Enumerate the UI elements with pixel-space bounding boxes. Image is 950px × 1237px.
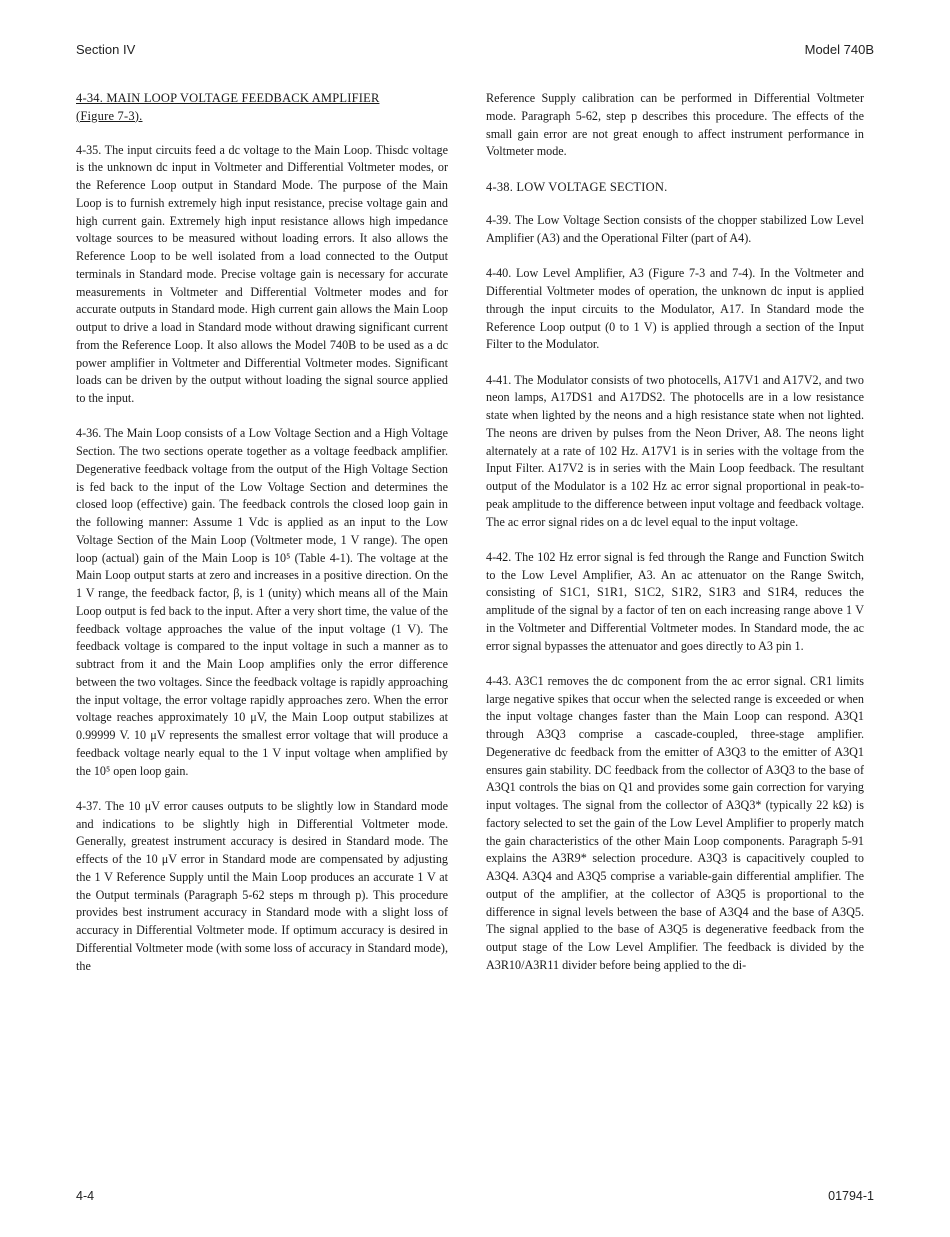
paragraph-4-37: 4-37. The 10 μV error causes outputs to be slightly low in Standard mode and indications to be slightly high in Differential Voltmeter mode. Generally, greatest instrument accuracy is desired in Standard mode. The effects of the 10 μV error in Standard mode are compensated by adjusting the 1 V Reference Supply until the Main Loop produces an accurate 1 V at the Output terminals (Paragraph 5-62 steps m through p). This procedure provides best instrument accuracy in Standard mode with a slight loss of accuracy in Differential Voltmeter mode. If optimum accuracy is desired in Differential Voltmeter mode (with some loss of accuracy in Standard mode), the (76, 798, 448, 973)
right-column (486, 90, 864, 1170)
document-number: 01794-1 (828, 1189, 874, 1203)
paragraph-4-35: 4-35. The input circuits feed a dc voltage to the Main Loop. Thisdc voltage is the unknown dc input in Voltmeter and Differential Voltmeter modes, or the Reference Loop output in Standard Mode. The purpose of the Main Loop is to furnish extremely high input resistance, precise voltage gain and high current gain. Extremely high input resistance allows high impedance voltage sources to be measured without loading errors. It also allows the Reference Loop to be well isolated from a load connected to the Output terminals in Standard mode. Precise voltage gain is necessary for accurate measurements in Voltmeter and Differential Voltmeter modes and for accurate outputs in Standard mode. High current gain allows the Main Loop output to drive a load in Standard mode without drawing significant current from the Reference Loop. It also allows the Model 740B to be used as a dc power amplifier in Voltmeter and Differential Voltmeter modes. Significant loads can be driven by the output without loading the signal source applied to the input. (76, 142, 448, 405)
paragraph-4-42: 4-42. The 102 Hz error signal is fed through the Range and Function Switch to the Low Level Amplifier, A3. An ac attenuator on the Range Switch, consisting of S1C1, S1R1, S1C2, S1R2, S1R3 and S1R4, reduces the amplitude of the signal by a factor of ten on each increasing range above 1 V in the Voltmeter and Differential Voltmeter modes. In Standard mode, the ac error signal bypasses the attenuator and goes directly to A3 pin 1. (486, 549, 864, 653)
page-number: 4-4 (76, 1189, 95, 1203)
paragraph-4-41: 4-41. The Modulator consists of two photocells, A17V1 and A17V2, and two neon lamps, A17DS1 and A17DS2. The photocells are in a low resistance state when lighted by the neons and a high resistance state when not lighted. The neons are driven by pulses from the Neon Driver, A8. The neons light alternately at a rate of 102 Hz. A17V1 is in series with the voltage from the Input Filter. A17V2 is in series with the Main Loop feedback. The resultant output of the Modulator is a 102 Hz ac error signal proportional in peak-to-peak amplitude to the difference between input voltage and feedback voltage. The ac error signal rides on a dc level equal to the input voltage. (486, 372, 864, 529)
section-label: Section IV (76, 42, 136, 57)
heading-4-38: 4-38. LOW VOLTAGE SECTION. (486, 179, 668, 194)
model-label: Model 740B (804, 42, 874, 57)
heading-4-34-figure: (Figure 7-3). (76, 108, 143, 123)
paragraph-4-36: 4-36. The Main Loop consists of a Low Voltage Section and a High Voltage Section. The two sections operate together as a voltage feedback amplifier. Degenerative feedback voltage from the output of the High Voltage Section is fed back to the input of the Low Voltage Section and determines the closed loop (effective) gain. The feedback controls the closed loop gain in the following manner: Assume 1 Vdc is applied as an input to the Low Voltage Section of the Main Loop (Voltmeter mode, 1 V range). The open loop (actual) gain of the Main Loop is 10⁵ (Table 4-1). The voltage at the Main Loop output starts at zero and increases in a positive direction. On the 1 V range, the feedback factor, β, is 1 (unity) which means all of the Main Loop output is fed back to the input. After a very short time, the value of the feedback voltage approaches the value of the input voltage (1 V). The feedback voltage is compared to the input voltage in such a manner as to subtract from it and the Main Loop amplifies only the error difference between the two voltages. Since the feedback voltage is rapidly approaching the input voltage, the error voltage rapidly approaches zero. When the error voltage reaches approximately 10 μV, the Main Loop output stabilizes at 0.99999 V. 10 μV represents the smallest error voltage that will produce a feedback voltage nearly equal to the 1 V input voltage when amplified by the 10⁵ open loop gain. (76, 426, 448, 778)
left-column (76, 90, 448, 1170)
running-footer (76, 1189, 874, 1203)
paragraph-4-37-continued: Reference Supply calibration can be performed in Differential Voltmeter mode. Paragraph 5-62, step p describes this procedure. The effects of the small gain error are not great enough to affect instrument performance in Voltmeter mode. (486, 91, 864, 159)
heading-4-34-title: 4-34. MAIN LOOP VOLTAGE FEEDBACK AMPLIFIER (76, 91, 380, 105)
heading-4-34 (76, 90, 448, 126)
running-header (76, 42, 874, 57)
paragraph-4-43: 4-43. A3C1 removes the dc component from the ac error signal. CR1 limits large negative spikes that occur when the selected range is exceeded or when the input voltage changes faster than the Main Loop can respond. A3Q1 through A3Q3 comprise a cascade-coupled, three-stage amplifier. Degenerative dc feedback from the emitter of A3Q3 to the emitter of A3Q1 ensures gain stability. DC feedback from the collector of A3Q3 to the base of A3Q1 controls the bias on Q1 and provides some gain correction for varying input voltages. The signal from the collector of A3Q3* (typically 22 kΩ) is factory selected to set the gain of the Low Level Amplifier to properly match the gain characteristics of the other Main Loop components. Paragraph 5-91 explains the A3R9* selection procedure. A3Q3 is capacitively coupled to A3Q4. A3Q4 and A3Q5 comprise a variable-gain differential amplifier. The output of the amplifier, at the collector of A3Q5 is proportional to the difference in signal levels between the base of A3Q4 and the base of A3Q5. The signal applied to the base of A3Q5 is degenerative feedback from the output stage of the Low Level Amplifier. The feedback is divided by the A3R10/A3R11 divider before being applied to the di- (486, 673, 864, 972)
paragraph-4-40: 4-40. Low Level Amplifier, A3 (Figure 7-3 and 7-4). In the Voltmeter and Differential Voltmeter modes of operation, the unknown dc input is applied through the input circuits to the Modulator, A17. In Standard mode the Reference Loop output (0 to 1 V) is applied through a section of the Input Filter to the Modulator. (486, 266, 864, 352)
paragraph-4-39: 4-39. The Low Voltage Section consists of the chopper stabilized Low Level Amplifier (A3) and the Operational Filter (part of A4). (486, 213, 864, 245)
